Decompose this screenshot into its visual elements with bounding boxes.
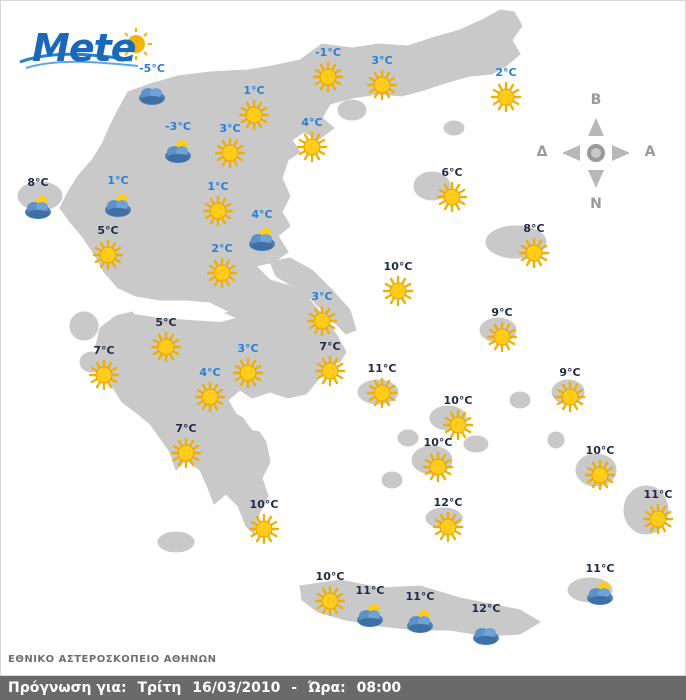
station-temperature: 11°C [355,584,385,597]
station-temperature: 3°C [219,122,241,135]
station-temperature: 7°C [93,344,115,357]
station-temperature: 11°C [367,362,397,375]
meteo-logo: Mete [12,10,162,80]
station-temperature: 2°C [211,242,233,255]
forecast-time-label: Ώρα: [307,680,346,696]
compass-east: A [644,144,656,160]
station-temperature: 10°C [423,436,453,449]
station-temperature: 5°C [97,224,119,237]
station-temperature: -3°C [165,120,191,133]
station-temperature: 4°C [251,208,273,221]
station-temperature: 7°C [175,422,197,435]
station-temperature: 10°C [383,260,413,273]
station-temperature: 8°C [27,176,49,189]
station-temperature: 10°C [315,570,345,583]
forecast-time: 08:00 [356,680,402,696]
station-temperature: 10°C [249,498,279,511]
station-temperature: 12°C [471,602,501,615]
station-temperature: 3°C [311,290,333,303]
station-temperature: 4°C [199,366,221,379]
forecast-label: Πρόγνωση για: [8,680,127,696]
station-temperature: 1°C [207,180,229,193]
station-temperature: 10°C [443,394,473,407]
station-temperature: 4°C [301,116,323,129]
station-temperature: 3°C [371,54,393,67]
station-temperature: 3°C [237,342,259,355]
station-temperature: 7°C [319,340,341,353]
station-temperature: 9°C [559,366,581,379]
station-temperature: 1°C [243,84,265,97]
station-temperature: 6°C [441,166,463,179]
observatory-label: ΕΘΝΙΚΟ ΑΣΤΕΡΟΣΚΟΠΕΙΟ ΑΘΗΝΩΝ [8,654,217,665]
station-temperature: -5°C [139,62,165,75]
compass-north: B [590,92,602,108]
forecast-day: Τρίτη [137,680,182,696]
station-temperature: 12°C [433,496,463,509]
station-temperature: 9°C [491,306,513,319]
forecast-separator: - [291,680,298,696]
station-temperature: 11°C [585,562,615,575]
station-temperature: 10°C [585,444,615,457]
forecast-date: 16/03/2010 [192,680,281,696]
station-temperature: 5°C [155,316,177,329]
station-temperature: 2°C [495,66,517,79]
compass-west: Δ [536,144,548,160]
station-temperature: -1°C [315,46,341,59]
compass-south: N [590,196,602,212]
station-temperature: 11°C [405,590,435,603]
station-temperature: 8°C [523,222,545,235]
station-temperature: 11°C [643,488,673,501]
forecast-bar [0,676,686,700]
station-temperature: 1°C [107,174,129,187]
